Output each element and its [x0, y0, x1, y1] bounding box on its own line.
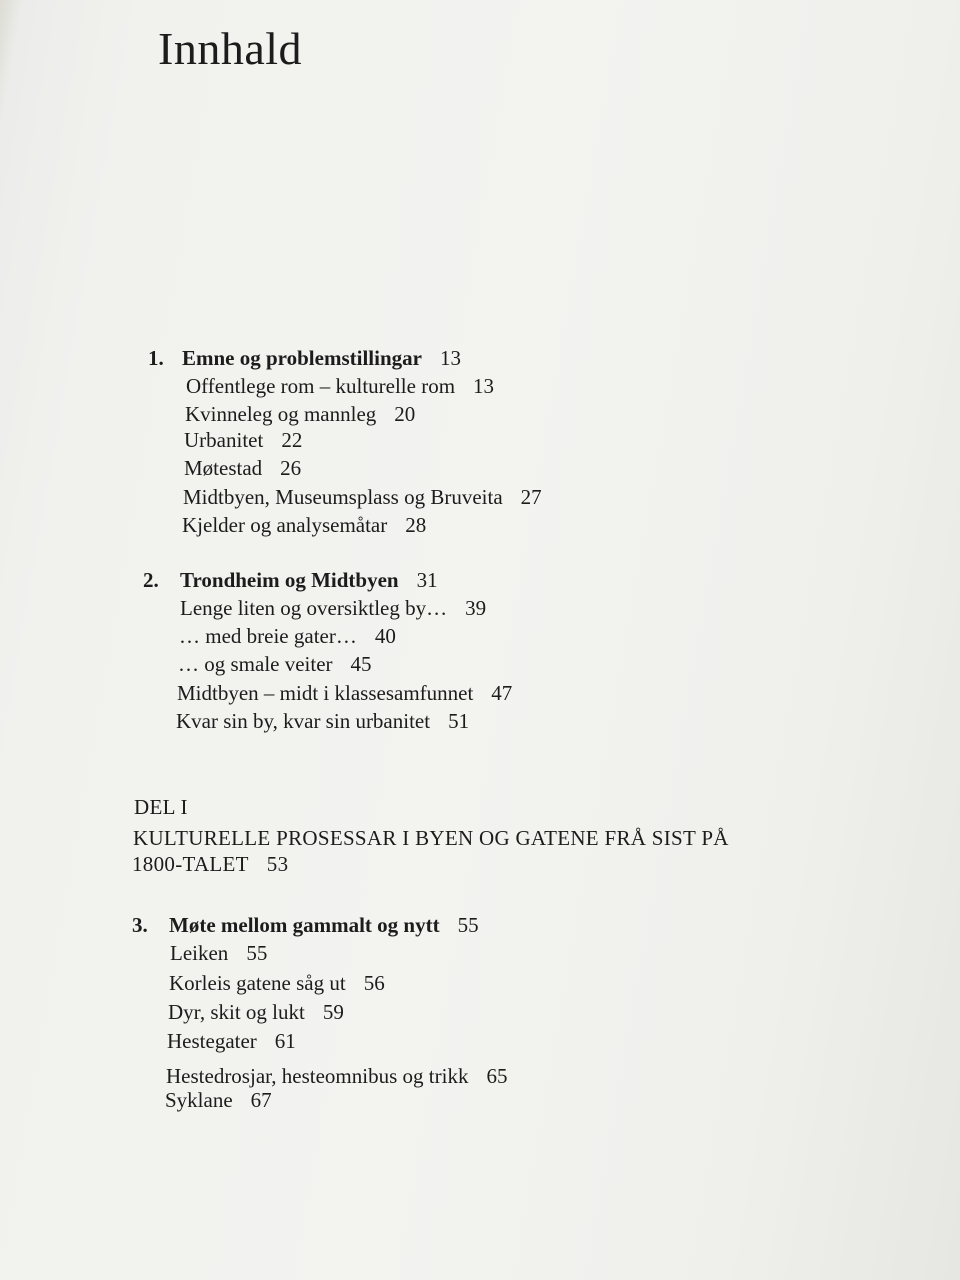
- entry-page: 39: [465, 596, 487, 620]
- part-title-line-2: [132, 852, 288, 876]
- toc-entry: [178, 652, 372, 676]
- entry-page: 61: [274, 1029, 296, 1053]
- entry-title: Leiken: [170, 941, 229, 965]
- chapter-2-number: 2.: [143, 568, 159, 592]
- entry-page: 55: [246, 941, 268, 965]
- entry-page: 27: [520, 485, 542, 509]
- entry-title: Kjelder og analysemåtar: [182, 513, 388, 537]
- chapter-1-title: Emne og problemstillingar: [182, 346, 422, 370]
- entry-page: 59: [322, 1000, 344, 1024]
- entry-title: Hestedrosjar, hesteomnibus og trikk: [166, 1064, 469, 1088]
- toc-entry: [166, 1064, 507, 1088]
- toc-entry: [184, 428, 302, 452]
- entry-page: 22: [281, 428, 303, 452]
- part-page: 53: [266, 852, 289, 876]
- entry-page: 56: [363, 971, 385, 995]
- entry-page: 13: [473, 374, 495, 398]
- toc-entry: [169, 971, 385, 995]
- toc-entry: [177, 681, 512, 705]
- entry-title: Møtestad: [184, 456, 263, 480]
- chapter-2-title: Trondheim og Midtbyen: [180, 568, 399, 592]
- entry-title: Midtbyen – midt i klassesamfunnet: [177, 681, 474, 705]
- chapter-1-heading: [148, 346, 461, 370]
- entry-page: 45: [350, 652, 372, 676]
- entry-page: 51: [448, 709, 470, 733]
- chapter-3-number: 3.: [132, 913, 148, 937]
- toc-entry: [180, 596, 486, 620]
- entry-title: Offentlege rom – kulturelle rom: [186, 374, 456, 398]
- page-title: Innhald: [158, 23, 303, 74]
- part-title-line-1: KULTURELLE PROSESSAR I BYEN OG GATENE FRÅ SIST PÅ: [133, 826, 729, 850]
- entry-title: … med breie gater…: [179, 624, 357, 648]
- entry-title: Lenge liten og oversiktleg by…: [180, 596, 448, 620]
- entry-page: 40: [374, 624, 396, 648]
- toc-entry: [170, 941, 267, 965]
- chapter-3-title: Møte mellom gammalt og nytt: [169, 913, 440, 937]
- toc-entry: [186, 374, 494, 398]
- entry-title: Midtbyen, Museumsplass og Bruveita: [183, 485, 503, 509]
- entry-title: Urbanitet: [184, 428, 264, 452]
- toc-entry: [185, 402, 415, 426]
- part-title-line-2-text: 1800-TALET: [132, 852, 249, 876]
- entry-title: Kvar sin by, kvar sin urbanitet: [176, 709, 431, 733]
- entry-title: Hestegater: [167, 1029, 257, 1053]
- entry-page: 28: [405, 513, 427, 537]
- toc-entry: [167, 1029, 296, 1053]
- toc-entry: [165, 1088, 272, 1112]
- chapter-1-page: 13: [439, 346, 461, 370]
- entry-page: 26: [280, 456, 302, 480]
- toc-entry: [179, 624, 396, 648]
- chapter-2-page: 31: [416, 568, 438, 592]
- chapter-1-number: 1.: [148, 346, 164, 370]
- chapter-3-page: 55: [457, 913, 479, 937]
- entry-title: Dyr, skit og lukt: [168, 1000, 305, 1024]
- toc-entry: [182, 513, 426, 537]
- entry-page: 65: [486, 1064, 508, 1088]
- chapter-2-heading: [143, 568, 438, 592]
- entry-title: Korleis gatene såg ut: [169, 971, 346, 995]
- part-label: DEL I: [134, 795, 188, 819]
- toc-entry: [176, 709, 469, 733]
- entry-title: Syklane: [165, 1088, 233, 1112]
- toc-entry: [184, 456, 301, 480]
- entry-page: 20: [394, 402, 416, 426]
- toc-entry: [168, 1000, 344, 1024]
- entry-title: Kvinneleg og mannleg: [185, 402, 377, 426]
- entry-page: 47: [491, 681, 513, 705]
- entry-page: 67: [250, 1088, 272, 1112]
- toc-entry: [183, 485, 542, 509]
- entry-title: … og smale veiter: [178, 652, 333, 676]
- chapter-3-heading: [132, 913, 479, 937]
